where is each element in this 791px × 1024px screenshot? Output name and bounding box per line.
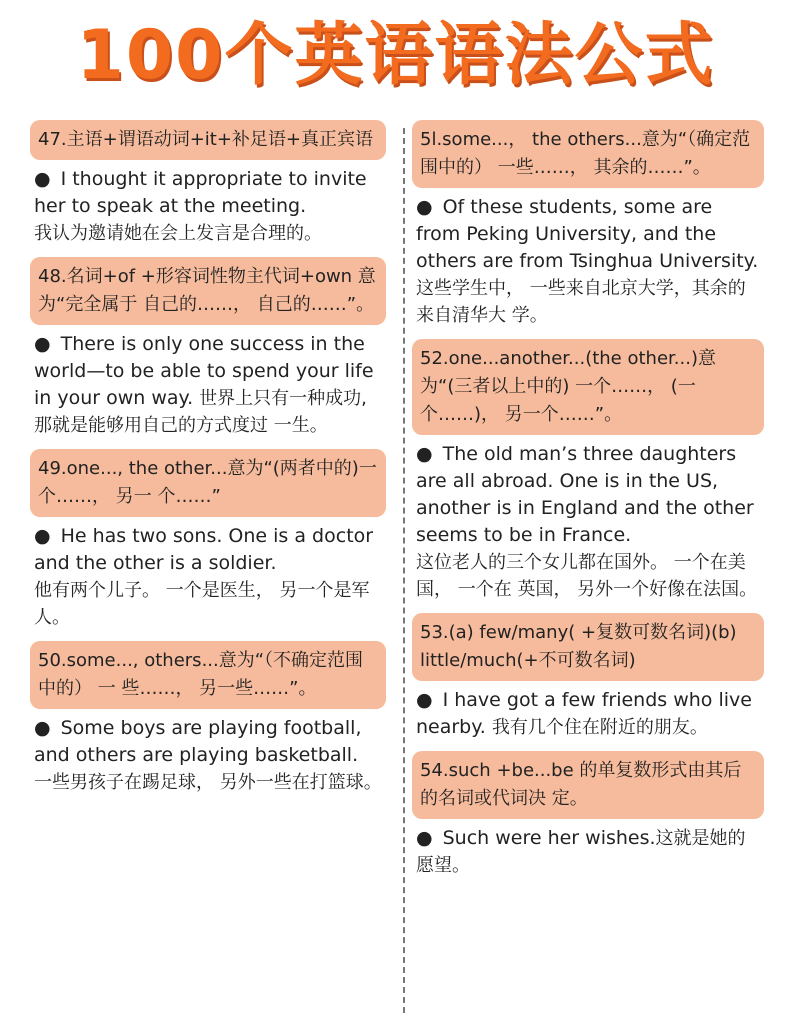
example-chinese: 他有两个儿子。 一个是医生， 另一个是军人。 — [34, 580, 370, 628]
example-english: There is only one success in the world—to be able to spend your life in your own way. — [34, 333, 374, 409]
formula-box: 5l.some...， the others...意为“（确定范围中的） 一些……， 其余的……”。 — [412, 120, 764, 188]
bullet-icon: ● — [416, 443, 433, 465]
bullet-icon: ● — [34, 333, 51, 355]
bullet-icon: ● — [34, 717, 51, 739]
formula-box: 48.名词+of +形容词性物主代词+own 意为“完全属于 自己的……， 自己的……”。 — [30, 257, 386, 325]
formula-box: 47.主语+谓语动词+it+补足语+真正宾语 — [30, 120, 386, 160]
example-english: Of these students, some are from Peking University, and the others are from Tsinghua University. — [416, 196, 759, 272]
bullet-icon: ● — [34, 525, 51, 547]
formula-box: 52.one...another...(the other...)意为“(三者以上中的) 一个……， (一个……)， 另一个……”。 — [412, 339, 764, 435]
example-chinese: 这就是她的愿望。 — [416, 828, 746, 876]
example-english: Such were her wishes. — [442, 827, 656, 849]
example-chinese: 这些学生中， 一些来自北京大学，其余的来自清华大 学。 — [416, 278, 746, 326]
grammar-card-49 — [30, 449, 386, 631]
column-divider — [403, 128, 405, 1013]
grammar-card-47 — [30, 120, 386, 247]
formula-box: 53.(a) few/many( +复数可数名词)(b) little/much(+不可数名词) — [412, 613, 764, 681]
right-column — [412, 120, 764, 889]
example-english: I thought it appropriate to invite her to speak at the meeting. — [34, 168, 367, 217]
example-chinese: 一些男孩子在踢足球， 另外一些在打篮球。 — [34, 772, 382, 793]
grammar-card-50 — [30, 641, 386, 796]
example — [30, 715, 386, 796]
left-column — [30, 120, 386, 806]
example-english: Some boys are playing football, and others are playing basketball. — [34, 717, 362, 766]
formula-box: 54.such +be...be 的单复数形式由其后的名词或代词决 定。 — [412, 751, 764, 819]
example — [30, 523, 386, 631]
example — [412, 441, 764, 603]
example-chinese: 我有几个住在附近的朋友。 — [491, 717, 708, 738]
example — [30, 331, 386, 439]
grammar-card-54 — [412, 751, 764, 879]
bullet-icon: ● — [34, 168, 51, 190]
example-chinese: 我认为邀请她在会上发言是合理的。 — [34, 223, 322, 244]
page-title: 100个英语语法公式 — [76, 16, 715, 95]
example-english: The old man’s three daughters are all abroad. One is in the US, another is in England and the other seems to be in France. — [416, 443, 754, 546]
example-english: I have got a few friends who live nearby. — [416, 689, 752, 738]
example — [412, 825, 764, 879]
example — [412, 687, 764, 741]
example — [30, 166, 386, 247]
grammar-card-48 — [30, 257, 386, 439]
example-chinese: 世界上只有一种成功,那就是能够用自己的方式度过 一生。 — [34, 388, 367, 436]
example-english: He has two sons. One is a doctor and the other is a soldier. — [34, 525, 374, 574]
formula-box: 49.one..., the other...意为“(两者中的)一个……， 另一 个……” — [30, 449, 386, 517]
bullet-icon: ● — [416, 689, 433, 711]
bullet-icon: ● — [416, 827, 433, 849]
bullet-icon: ● — [416, 196, 433, 218]
grammar-card-52 — [412, 339, 764, 603]
example-chinese: 这位老人的三个女儿都在国外。 一个在美国， 一个在 英国， 另外一个好像在法国。 — [416, 552, 758, 600]
grammar-card-51 — [412, 120, 764, 329]
grammar-card-53 — [412, 613, 764, 741]
example — [412, 194, 764, 329]
formula-box: 50.some..., others...意为“（不确定范围中的） 一 些……， 另一些……”。 — [30, 641, 386, 709]
